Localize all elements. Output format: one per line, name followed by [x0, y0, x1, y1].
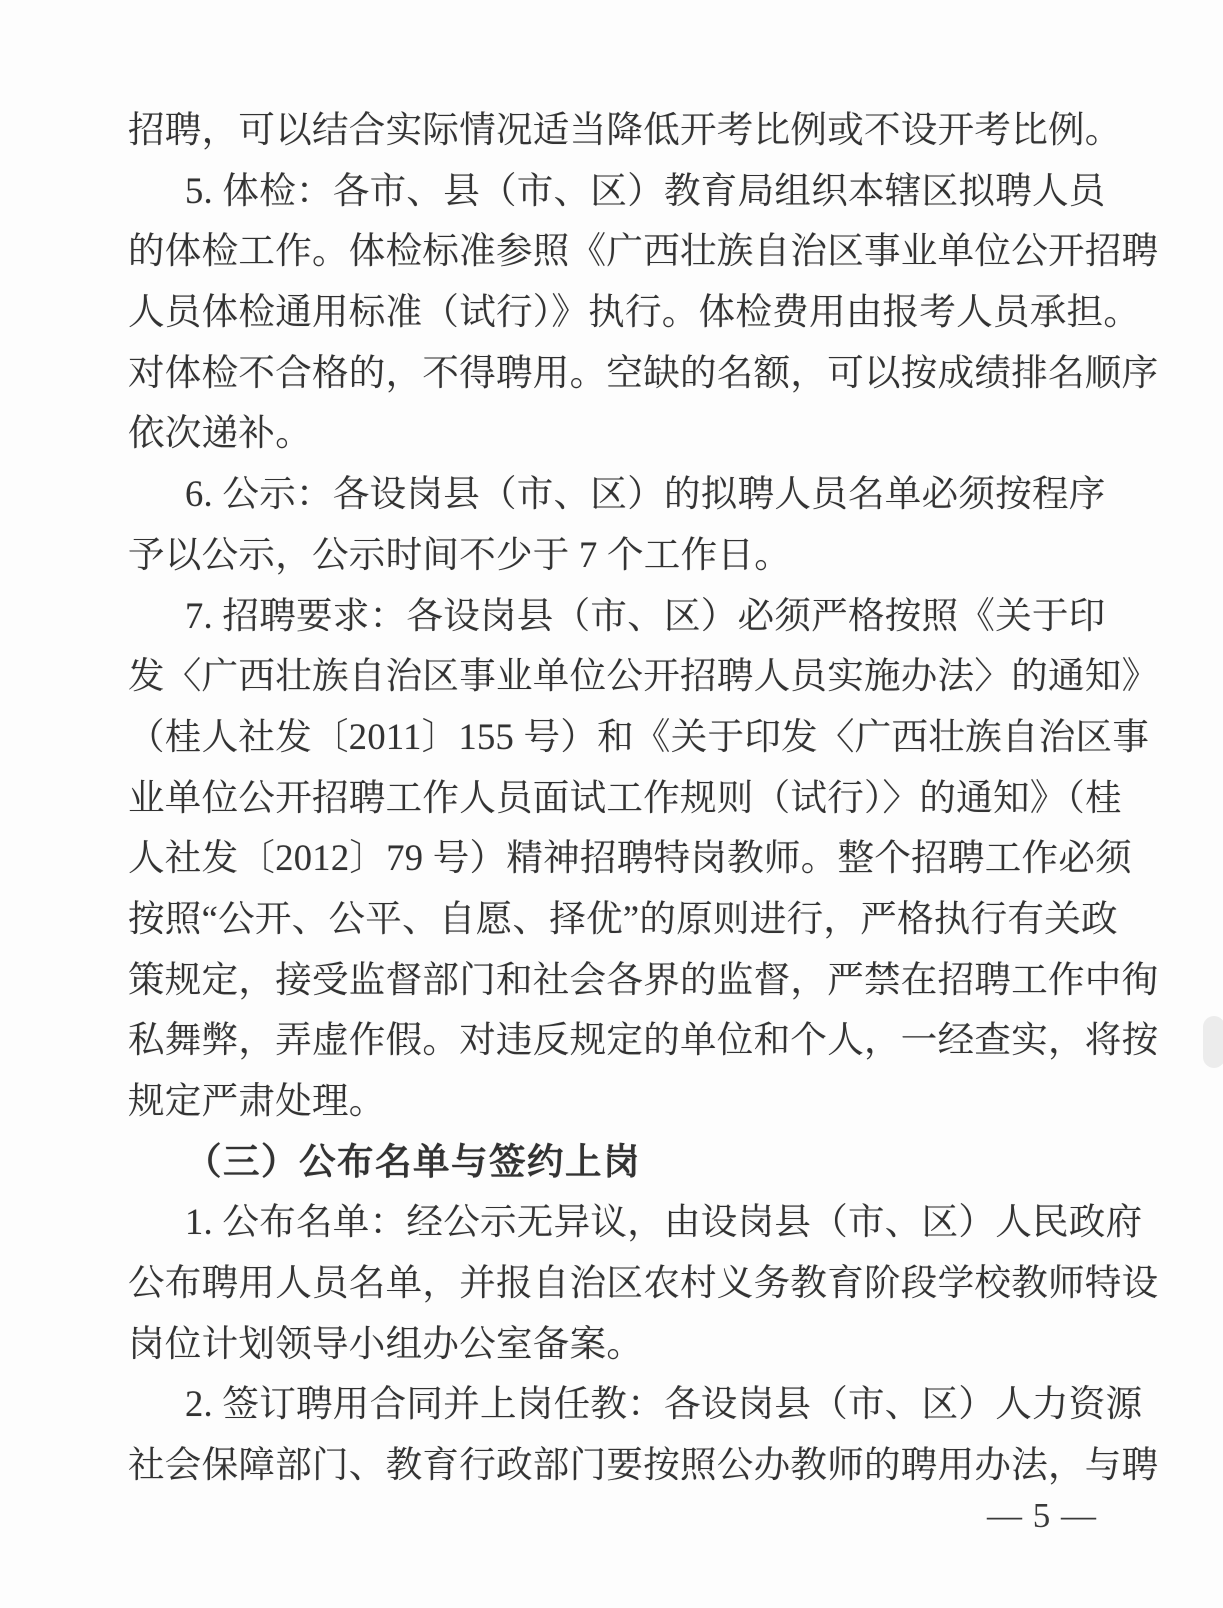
- text-line-item-7-recruit-requirements: 7. 招聘要求：各设岗县（市、区）必须严格按照《关于印: [185, 594, 1106, 636]
- text-line: 规定严肃处理。: [128, 1080, 386, 1121]
- text-line: 的体检工作。体检标准参照《广西壮族自治区事业单位公开招聘: [128, 230, 1159, 272]
- text-line: 岗位计划领导小组办公室备案。: [128, 1322, 644, 1364]
- scrollbar-thumb[interactable]: [1203, 1016, 1223, 1068]
- document-text-block: [128, 100, 1159, 1496]
- text-line: 按照“公开、公平、自愿、择优”的原则进行，严格执行有关政: [128, 897, 1118, 939]
- text-line: 发〈广西壮族自治区事业单位公开招聘人员实施办法〉的通知》: [128, 655, 1159, 697]
- page-number: — 5 —: [987, 1496, 1097, 1535]
- text-line: 予以公示，公示时间不少于 7 个工作日。: [128, 533, 791, 575]
- section-heading-announce-and-sign: （三）公布名单与签约上岗: [185, 1140, 641, 1182]
- text-line: 社会保障部门、教育行政部门要按照公办教师的聘用办法，与聘: [128, 1444, 1159, 1486]
- text-line: 公布聘用人员名单，并报自治区农村义务教育阶段学校教师特设: [128, 1262, 1159, 1304]
- text-line: 业单位公开招聘工作人员面试工作规则（试行）〉的通知》（桂: [128, 776, 1122, 818]
- text-line: 人社发〔2012〕79 号）精神招聘特岗教师。整个招聘工作必须: [128, 837, 1132, 879]
- text-line: 招聘，可以结合实际情况适当降低开考比例或不设开考比例。: [128, 109, 1122, 150]
- text-line: 依次递补。: [128, 412, 312, 454]
- text-line-item-5-physical-exam: 5. 体检：各市、县（市、区）教育局组织本辖区拟聘人员: [185, 169, 1106, 211]
- text-line: 策规定，接受监督部门和社会各界的监督，严禁在招聘工作中徇: [128, 958, 1159, 1000]
- text-line: 私舞弊，弄虚作假。对违反规定的单位和个人，一经查实，将按: [128, 1019, 1159, 1061]
- text-line: （桂人社发〔2011〕155 号）和《关于印发〈广西壮族自治区事: [128, 715, 1150, 757]
- text-line: 对体检不合格的，不得聘用。空缺的名额，可以按成绩排名顺序: [128, 351, 1159, 393]
- text-line-item-1-announce-list: 1. 公布名单：经公示无异议，由设岗县（市、区）人民政府: [185, 1201, 1143, 1243]
- text-line-item-6-public-notice: 6. 公示：各设岗县（市、区）的拟聘人员名单必须按程序: [185, 473, 1106, 515]
- text-line: 人员体检通用标准（试行）》执行。体检费用由报考人员承担。: [128, 291, 1141, 333]
- text-line-item-2-sign-contract: 2. 签订聘用合同并上岗任教：各设岗县（市、区）人力资源: [185, 1383, 1143, 1425]
